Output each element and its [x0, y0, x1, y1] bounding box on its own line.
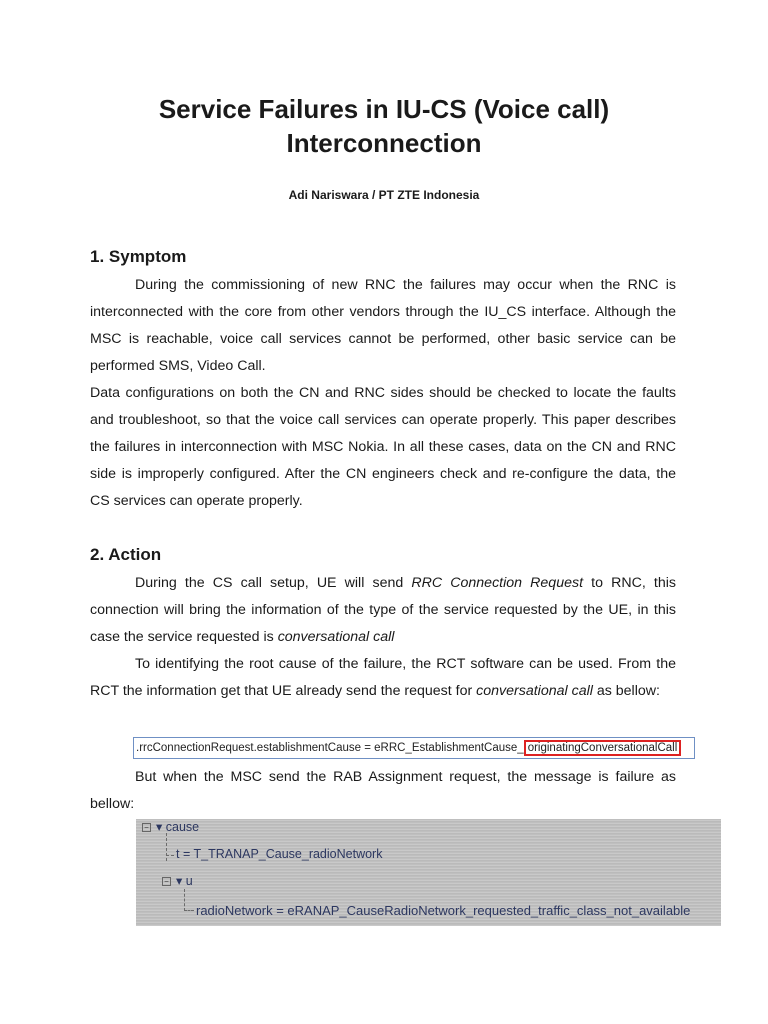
action-p2-text-b: as bellow: [592, 683, 660, 699]
tree-label-cause: cause [165, 820, 200, 834]
tree-row-cause: ▾ cause [156, 820, 200, 834]
tree-guide-line [166, 833, 167, 861]
tree-branch-line [184, 910, 194, 911]
tree-row-u: ▾ u [176, 874, 193, 888]
symptom-paragraph-2: Data configurations on both the CN and RNC sides should be checked to locate the faults and troubleshoot, so that the voice call services can operate properly. This paper describes the failures in interconnection with MSC Nokia. In all these cases, data on the CN and RNC side is improperly configured. After the CN engineers check and re-configure the data, the CS services can operate properly. [90, 385, 676, 509]
tree-guide-line [184, 889, 185, 911]
rab-failure-screenshot [136, 819, 721, 926]
tree-label-u: u [185, 874, 193, 888]
section-heading-symptom: 1. Symptom [90, 247, 187, 266]
action-paragraph-3: But when the MSC send the RAB Assignment request, the message is failure as bellow: [90, 769, 676, 812]
code-highlight: originatingConversationalCall [524, 740, 682, 756]
action-p2-text-a: To identifying the root cause of the failure, the RCT software can be used. From the RCT the information get that UE already send the request for [90, 656, 676, 699]
symptom-paragraph-1: During the commissioning of new RNC the failures may occur when the RNC is interconnected with the core from other vendors through the IU_CS interface. Although the MSC is reachable, voice call services cannot be performed, other basic service can be performed SMS, Video Call. [90, 277, 676, 374]
section-heading-action: 2. Action [90, 545, 162, 564]
action-body [90, 570, 676, 705]
action-paragraph-2 [90, 651, 676, 705]
action-p1-emphasis: RRC Connection Request [411, 575, 584, 591]
collapse-box-icon: − [142, 823, 151, 832]
action-p1-emphasis-2: conversational call [277, 629, 395, 645]
author-line: Adi Nariswara / PT ZTE Indonesia [288, 188, 480, 202]
symptom-body [90, 272, 676, 515]
title-line-2: Interconnection [286, 128, 482, 158]
action-p2-emphasis: conversational call [476, 683, 593, 699]
rrc-request-capture [133, 737, 695, 759]
action-body-2 [90, 764, 676, 818]
action-p1-text-b: to RNC, this connection will bring the information of the type of the service requested by the UE, in this case the service requested is [90, 575, 676, 645]
collapse-box-icon: − [162, 877, 171, 886]
document-title [0, 92, 768, 160]
title-line-1: Service Failures in IU-CS (Voice call) [158, 94, 610, 124]
tree-row-type: t = T_TRANAP_Cause_radioNetwork [176, 847, 383, 861]
code-prefix: .rrcConnectionRequest.establishmentCause = eRRC_EstablishmentCause_ [136, 742, 524, 754]
action-p1-text-a: During the CS call setup, UE will send [135, 575, 412, 591]
tree-row-radio-network: radioNetwork = eRANAP_CauseRadioNetwork_requested_traffic_class_not_available [196, 903, 691, 918]
action-paragraph-1 [90, 570, 676, 651]
tree-branch-line [166, 855, 174, 856]
